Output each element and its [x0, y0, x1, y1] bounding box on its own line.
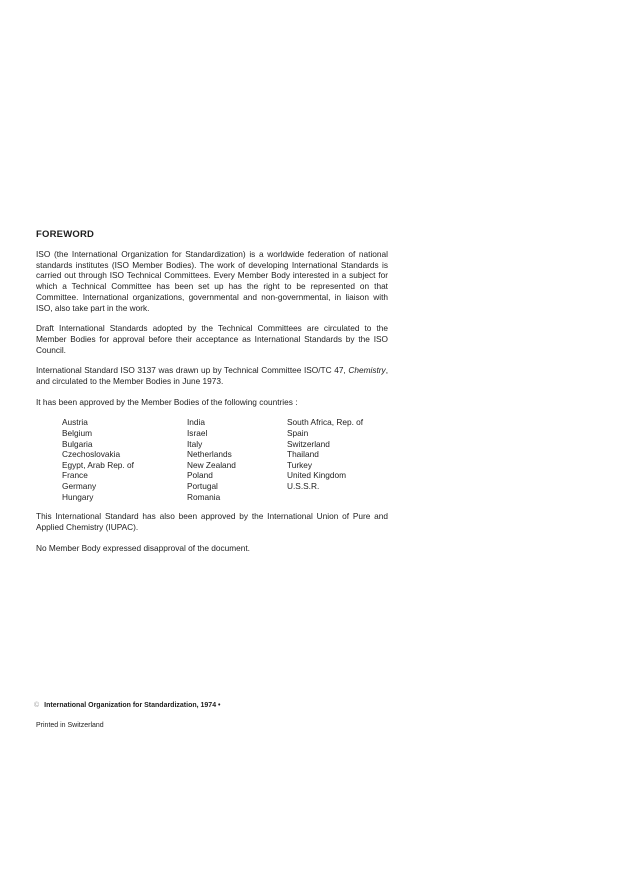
paragraph-iso-intro: ISO (the International Organization for Standardization) is a worldwide federation of national standards institutes (ISO Member Bodies). The work of developing International Standards is carried out through ISO Technical Committees. Every Member Body interested in a subject for which a Technical Committee has been set up has the right to be represented on that Committee. International organizations, governmental and non-governmental, in liaison with ISO, also take part in the work.	[36, 249, 388, 313]
paragraph-draft-standards: Draft International Standards adopted by the Technical Committees are circulated to the Member Bodies for approval before their acceptance as International Standards by the ISO Council.	[36, 323, 388, 355]
country-column-1	[62, 417, 187, 502]
standard-origin-text-2: , and circulated to the Member Bodies in June 1973.	[36, 365, 388, 387]
country-column-3	[287, 417, 397, 502]
printed-location: Printed in Switzerland	[36, 722, 104, 729]
country-item: Bulgaria	[62, 438, 93, 449]
country-item: Thailand	[287, 449, 319, 460]
country-column-2	[187, 417, 287, 502]
country-item: United Kingdom	[287, 470, 347, 481]
paragraph-standard-origin	[36, 365, 388, 386]
standard-origin-text-1: International Standard ISO 3137 was drawn up by Technical Committee ISO/TC 47,	[36, 365, 349, 376]
country-item: Austria	[62, 417, 88, 428]
country-list	[62, 417, 388, 502]
country-item: New Zealand	[187, 459, 236, 470]
country-item: Poland	[187, 470, 213, 481]
country-item: India	[187, 417, 205, 428]
country-item: Germany	[62, 481, 97, 491]
country-item: Romania	[187, 491, 221, 502]
country-item: Hungary	[62, 491, 94, 502]
country-item: Egypt, Arab Rep. of	[62, 459, 134, 470]
copyright-text: International Organization for Standardization, 1974 •	[44, 702, 221, 709]
copyright-line	[34, 702, 220, 709]
country-item: Portugal	[187, 481, 218, 491]
copyright-icon: ©	[34, 702, 40, 709]
country-item: Switzerland	[287, 438, 330, 449]
foreword-section	[36, 229, 388, 563]
country-item: South Africa, Rep. of	[287, 417, 364, 428]
committee-subject: Chemistry	[348, 365, 386, 376]
country-item: Belgium	[62, 428, 92, 439]
paragraph-no-disapproval: No Member Body expressed disapproval of the document.	[36, 542, 250, 553]
foreword-title: FOREWORD	[36, 229, 95, 240]
paragraph-approval-intro: It has been approved by the Member Bodies of the following countries :	[36, 396, 298, 407]
paragraph-iupac-approval: This International Standard has also been approved by the International Union of Pure and Applied Chemistry (IUPAC).	[36, 511, 388, 532]
country-item: Israel	[187, 428, 208, 439]
country-item: U.S.S.R.	[287, 481, 320, 491]
country-item: Spain	[287, 428, 309, 439]
country-item: Netherlands	[187, 449, 232, 460]
country-item: Italy	[187, 438, 203, 449]
country-item: Czechoslovakia	[62, 449, 121, 460]
country-item: Turkey	[287, 459, 313, 470]
country-item: France	[62, 470, 88, 481]
